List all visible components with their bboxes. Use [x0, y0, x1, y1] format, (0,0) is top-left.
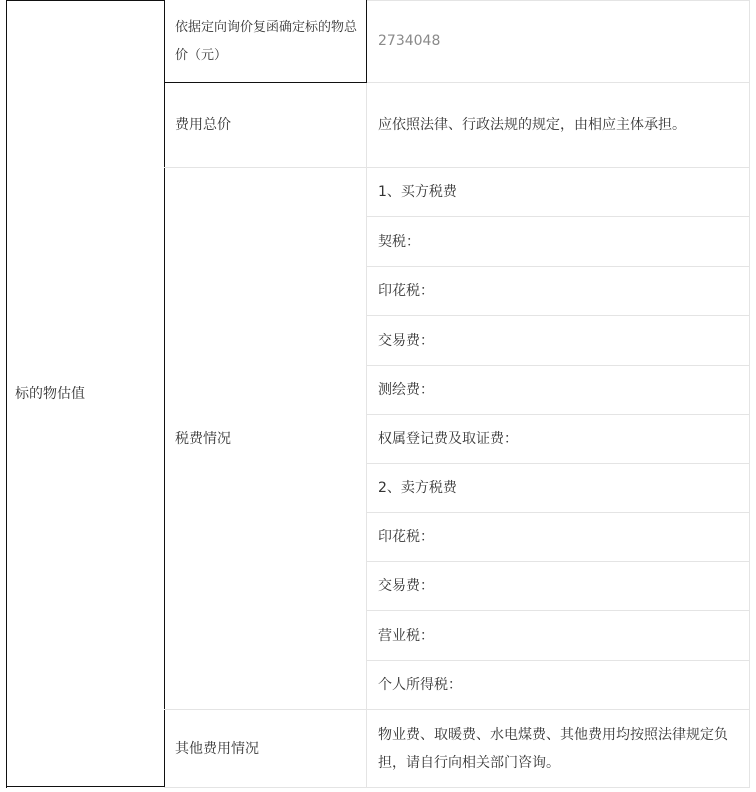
seller-stamp-duty-label: 印花税：: [378, 529, 434, 545]
income-tax-label: 个人所得税：: [378, 677, 462, 693]
table-divider-label-value: [366, 83, 367, 788]
tax-fees-label: 税费情况: [175, 430, 231, 447]
tax-item: [378, 316, 740, 365]
table-border-left: [6, 0, 7, 788]
tax-item: [378, 562, 740, 610]
table-border-bottom: [164, 787, 750, 788]
total-fees-label: 费用总价: [175, 117, 231, 133]
tax-item: [378, 611, 740, 660]
other-fees-value-cell: [378, 710, 736, 787]
tax-item: [378, 661, 740, 709]
price-label: 依据定向询价复函确定标的物总价（元）: [175, 19, 358, 63]
total-fees-value: 应依照法律、行政法规的规定，由相应主体承担。: [378, 117, 686, 133]
seller-transaction-fee-label: 交易费：: [378, 578, 434, 594]
tax-item: [378, 267, 740, 315]
buyer-transaction-fee-label: 交易费：: [378, 332, 434, 349]
tax-item: [378, 513, 740, 561]
other-fees-label-cell: [175, 710, 359, 787]
price-value: 2734048: [378, 33, 441, 49]
table-border-right: [749, 0, 750, 788]
tax-item: [378, 366, 740, 414]
tax-item: [378, 168, 740, 216]
table-border-price-right: [366, 0, 367, 83]
table-border-group: [164, 0, 165, 788]
seller-taxes-heading: 2、卖方税费: [378, 480, 457, 496]
group-label: 标的物估值: [15, 386, 85, 402]
price-label-cell: [175, 0, 359, 82]
deed-tax-label: 契税：: [378, 233, 420, 250]
price-value-cell: [378, 0, 740, 82]
group-label-cell: [15, 0, 163, 788]
tax-item: [378, 464, 740, 512]
buyer-stamp-duty-label: 印花税：: [378, 283, 434, 299]
other-fees-value: 物业费、取暖费、水电煤费、其他费用均按照法律规定负担，请自行向相关部门咨询。: [378, 726, 728, 771]
tax-item: [378, 415, 740, 463]
tax-item: [378, 217, 740, 266]
total-fees-label-cell: [175, 83, 359, 167]
total-fees-value-cell: [378, 83, 740, 167]
tax-fees-label-cell: [175, 168, 359, 709]
business-tax-label: 营业税：: [378, 627, 434, 644]
buyer-taxes-heading: 1、买方税费: [378, 184, 457, 200]
survey-fee-label: 测绘费：: [378, 382, 434, 398]
registration-fee-label: 权属登记费及取证费：: [378, 431, 518, 447]
other-fees-label: 其他费用情况: [175, 740, 259, 757]
